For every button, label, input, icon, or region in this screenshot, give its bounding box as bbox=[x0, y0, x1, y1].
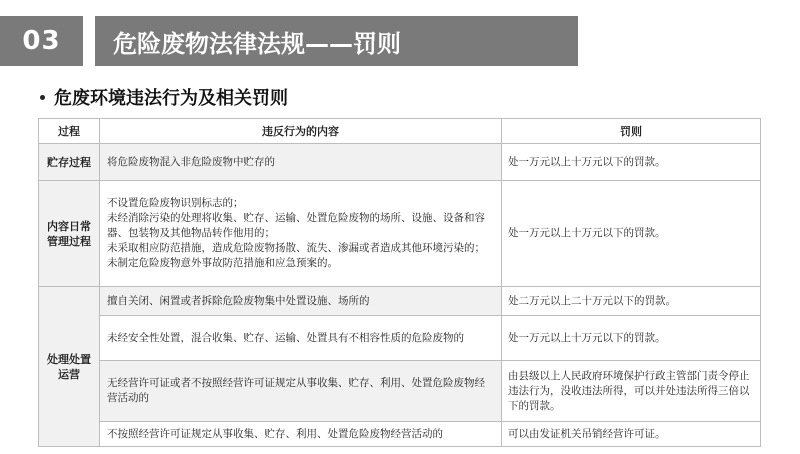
violation-cell bbox=[100, 181, 502, 287]
violation-line: 不设置危险废物识别标志的； bbox=[107, 197, 244, 209]
violation-cell: 未经安全性处置，混合收集、贮存、运输、处置具有不相容性质的危险废物的 bbox=[100, 316, 502, 361]
table-row-dispose bbox=[39, 287, 761, 316]
section-subtitle-text: 危废环境违法行为及相关罚则 bbox=[54, 88, 288, 109]
penalty-cell: 处一万元以上十万元以下的罚款。 bbox=[502, 181, 761, 287]
section-subtitle bbox=[40, 84, 288, 110]
section-number-badge bbox=[0, 16, 83, 66]
penalty-table bbox=[38, 118, 761, 447]
violation-cell: 擅自关闭、闲置或者拆除危险废物集中处置设施、场所的 bbox=[100, 287, 502, 316]
violation-cell: 不按照经营许可证规定从事收集、贮存、利用、处置危险废物经营活动的 bbox=[100, 422, 502, 447]
table-row-dispose bbox=[39, 422, 761, 447]
penalty-cell: 可以由发证机关吊销经营许可证。 bbox=[502, 422, 761, 447]
penalty-cell: 由县级以上人民政府环境保护行政主管部门责令停止违法行为，没收违法所得，可以并处违法所得三倍以下的罚款。 bbox=[502, 361, 761, 422]
header-process: 过程 bbox=[39, 119, 100, 144]
header-penalty: 罚则 bbox=[502, 119, 761, 144]
process-cell: 内容日常管理过程 bbox=[39, 181, 100, 287]
slide-title: 危险废物法律法规——罚则 bbox=[113, 29, 401, 58]
violation-cell: 无经营许可证或者不按照经营许可证规定从事收集、贮存、利用、处置危险废物经营活动的 bbox=[100, 361, 502, 422]
violation-line: 未采取相应防范措施，造成危险废物扬散、流失、渗漏或者造成其他环境污染的； bbox=[107, 242, 485, 254]
header-violation: 违反行为的内容 bbox=[100, 119, 502, 144]
bullet-icon bbox=[40, 95, 45, 100]
violation-line: 未经消除污染的处理将收集、贮存、运输、处置危险废物的场所、设施、设备和容器、包装物及其他物品转作他用的； bbox=[107, 212, 485, 239]
penalty-cell: 处二万元以上二十万元以下的罚款。 bbox=[502, 287, 761, 316]
table-row-store bbox=[39, 144, 761, 181]
table-row-dispose bbox=[39, 361, 761, 422]
table-row-daily bbox=[39, 181, 761, 287]
violation-line: 未制定危险废物意外事故防范措施和应急预案的。 bbox=[107, 257, 338, 269]
process-cell: 贮存过程 bbox=[39, 144, 100, 181]
penalty-cell: 处一万元以上十万元以下的罚款。 bbox=[502, 144, 761, 181]
section-number: 03 bbox=[22, 26, 61, 56]
penalty-cell: 处一万元以上十万元以下的罚款。 bbox=[502, 316, 761, 361]
violation-cell: 将危险废物混入非危险废物中贮存的 bbox=[100, 144, 502, 181]
slide-title-bar bbox=[95, 16, 578, 66]
table-row-dispose bbox=[39, 316, 761, 361]
table-header-row bbox=[39, 119, 761, 144]
process-cell: 处理处置运营 bbox=[39, 287, 100, 447]
